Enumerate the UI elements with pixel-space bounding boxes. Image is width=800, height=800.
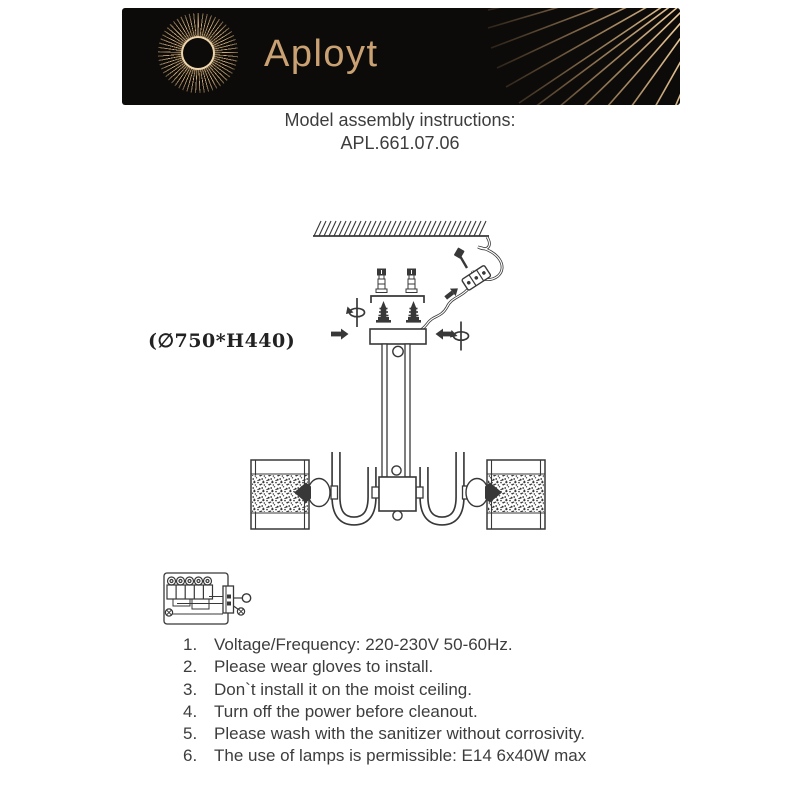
list-item (183, 679, 683, 701)
list-item (183, 723, 683, 745)
instruction-list (183, 634, 683, 768)
brand-name: Aployt (264, 33, 379, 75)
item-text: Please wear gloves to install. (214, 657, 434, 677)
list-item (183, 745, 683, 767)
model-code: APL.661.07.06 (340, 133, 460, 153)
list-item (183, 634, 683, 656)
ceiling-hatch-icon (313, 221, 489, 236)
brand-banner (122, 8, 680, 105)
item-text: The use of lamps is permissible: E14 6x40W max (214, 746, 587, 766)
page-title: Model assembly instructions: (284, 110, 516, 130)
header-titles (0, 109, 800, 155)
dimension-label: (∅750*H440) (148, 330, 296, 352)
wall-anchor-icon (376, 269, 417, 293)
wire-and-connector-icon (419, 237, 503, 331)
chandelier-drawing (140, 195, 570, 555)
canopy-and-stem (370, 329, 426, 477)
item-text: Turn off the power before cleanout. (214, 701, 478, 721)
list-item (183, 656, 683, 678)
terminal-screws-icon (168, 577, 212, 585)
item-number: 6. (183, 746, 198, 766)
arrow-right-icon (331, 329, 349, 340)
item-text: Don`t install it on the moist ceiling. (214, 679, 472, 699)
wiring-diagram (158, 566, 258, 632)
arrow-left-icon (436, 329, 454, 340)
mounting-bracket-icon (371, 296, 424, 303)
ground-screw-icon (165, 609, 172, 616)
item-number: 5. (183, 724, 198, 744)
corner-rays-icon (122, 8, 680, 105)
item-number: 1. (183, 635, 198, 654)
item-text: Please wash with the sanitizer without corrosivity. (214, 724, 586, 744)
item-number: 4. (183, 701, 198, 721)
insert-arrow-icon (443, 285, 461, 302)
item-text: Voltage/Frequency: 220-230V 50-60Hz. (214, 635, 513, 654)
screw-icon (376, 301, 421, 323)
central-hub (372, 477, 423, 520)
item-number: 3. (183, 679, 198, 699)
list-item (183, 701, 683, 723)
item-number: 2. (183, 657, 198, 677)
